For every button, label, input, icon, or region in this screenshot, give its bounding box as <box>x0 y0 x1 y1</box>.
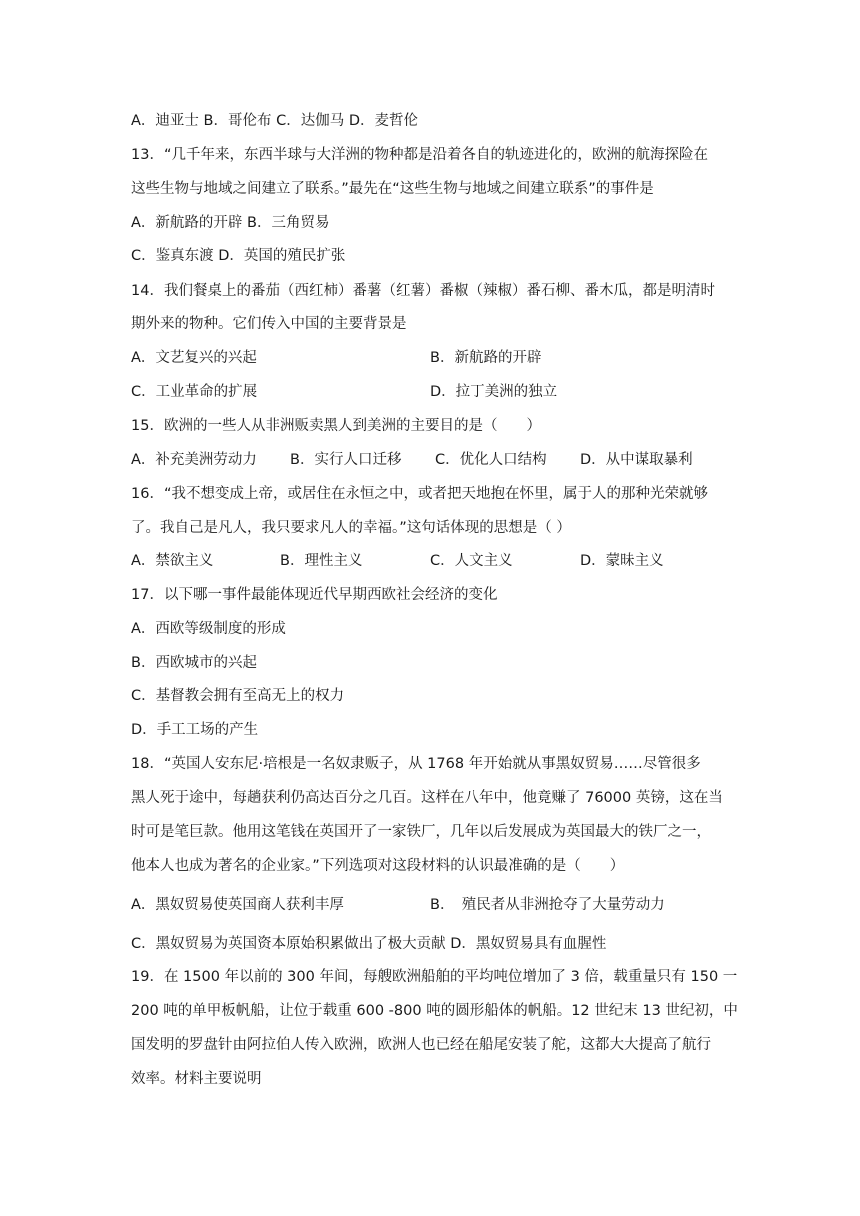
q16-option-a: A．禁欲主义 <box>131 553 214 569</box>
q19-stem-line3: 国发明的罗盘针由阿拉伯人传入欧洲，欧洲人也已经在船尾安装了舵，这都大大提高了航行 <box>131 1037 711 1053</box>
q18-option-a: A．黑奴贸易使英国商人获利丰厚 <box>131 897 344 913</box>
q15-stem: 15．欧洲的一些人从非洲贩卖黑人到美洲的主要目的是（ ） <box>131 418 541 434</box>
q19-stem-line1: 19．在 1500 年以前的 300 年间，每艘欧洲船舶的平均吨位增加了 3 倍，载重量只有 150 一 <box>131 969 738 985</box>
q17-option-a: A．西欧等级制度的形成 <box>131 621 286 637</box>
q15-option-d: D．从中谋取暴利 <box>580 452 693 468</box>
q12-options: A．迪亚士 B．哥伦布 C．达伽马 D．麦哲伦 <box>131 113 418 129</box>
q17-option-b: B．西欧城市的兴起 <box>131 655 257 671</box>
q13-stem-line2: 这些生物与地域之间建立了联系。”最先在“这些生物与地域之间建立联系”的事件是 <box>131 181 654 197</box>
q19-stem-line2: 200 吨的单甲板帆船，让位于载重 600 -800 吨的圆形船体的帆船。12 世纪末 13 世纪初，中 <box>131 1003 738 1019</box>
q16-option-c: C．人文主义 <box>430 553 513 569</box>
q17-stem: 17．以下哪一事件最能体现近代早期西欧社会经济的变化 <box>131 587 498 603</box>
q13-options-line2: C．鉴真东渡 D．英国的殖民扩张 <box>131 248 346 264</box>
q16-stem-line2: 了。我自己是凡人，我只要求凡人的幸福。”这句话体现的思想是（ ） <box>131 520 571 536</box>
q18-options-cd: C．黑奴贸易为英国资本原始积累做出了极大贡献 D．黑奴贸易具有血腥性 <box>131 936 607 952</box>
q18-option-b: B． 殖民者从非洲抢夺了大量劳动力 <box>430 897 665 913</box>
q13-stem-line1: 13．“几千年来，东西半球与大洋洲的物种都是沿着各自的轨迹进化的，欧洲的航海探险在 <box>131 147 708 163</box>
q19-stem-line4: 效率。材料主要说明 <box>131 1071 262 1087</box>
q16-option-b: B．理性主义 <box>280 553 363 569</box>
q17-option-d: D．手工工场的产生 <box>131 722 259 738</box>
q15-option-b: B．实行人口迁移 <box>290 452 402 468</box>
q14-option-d: D．拉丁美洲的独立 <box>430 384 558 400</box>
q18-stem-line3: 时可是笔巨款。他用这笔钱在英国开了一家铁厂，几年以后发展成为英国最大的铁厂之一， <box>131 824 711 840</box>
q18-stem-line2: 黑人死于途中，每趟获利仍高达百分之几百。这样在八年中，他竟赚了 76000 英镑，这在当 <box>131 790 723 806</box>
q15-option-a: A．补充美洲劳动力 <box>131 452 257 468</box>
q13-options-line1: A．新航路的开辟 B．三角贸易 <box>131 215 330 231</box>
q14-option-c: C．工业革命的扩展 <box>131 384 258 400</box>
q16-option-d: D．蒙昧主义 <box>580 553 664 569</box>
q14-option-a: A．文艺复兴的兴起 <box>131 350 257 366</box>
q15-option-c: C．优化人口结构 <box>435 452 547 468</box>
q14-stem-line2: 期外来的物种。它们传入中国的主要背景是 <box>131 316 407 332</box>
q14-stem-line1: 14．我们餐桌上的番茄（西红柿）番薯（红薯）番椒（辣椒）番石柳、番木瓜，都是明清时 <box>131 283 715 299</box>
q16-stem-line1: 16．“我不想变成上帝，或居住在永恒之中，或者把天地抱在怀里，属于人的那种光荣就够 <box>131 486 708 502</box>
q18-stem-line1: 18．“英国人安东尼·培根是一名奴隶贩子，从 1768 年开始就从事黑奴贸易……尽管很多 <box>131 756 701 772</box>
q14-option-b: B．新航路的开辟 <box>430 350 542 366</box>
q17-option-c: C．基督教会拥有至高无上的权力 <box>131 688 345 704</box>
q18-stem-line4: 他本人也成为著名的企业家。”下列选项对这段材料的认识最准确的是（ ） <box>131 858 625 874</box>
